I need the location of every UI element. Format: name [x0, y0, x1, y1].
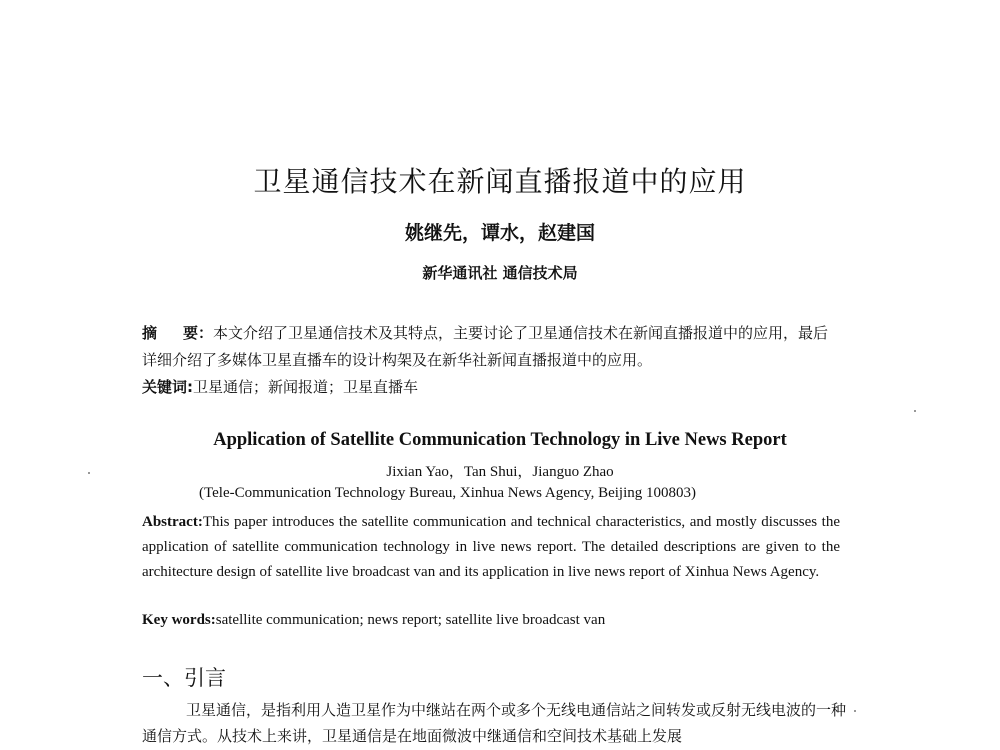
english-keywords [142, 609, 840, 631]
chinese-keywords-text: 卫星通信；新闻报道；卫星直播车 [193, 378, 419, 396]
english-title: Application of Satellite Communication Technology in Live News Report [213, 430, 787, 450]
english-abstract [142, 510, 840, 585]
chinese-title: 卫星通信技术在新闻直播报道中的应用 [253, 165, 747, 198]
chinese-abstract-label-1: 摘 [142, 324, 158, 342]
chinese-abstract [142, 320, 842, 374]
chinese-abstract-text: 本文介绍了卫星通信技术及其特点，主要讨论了卫星通信技术在新闻直播报道中的应用，最后详细介绍了多媒体卫星直播车的设计构架及在新华社新闻直播报道中的应用。 [142, 324, 829, 369]
chinese-keywords-label: 关键词: [142, 378, 193, 396]
english-authors: Jixian Yao，Tan Shui，Jianguo Zhao [386, 464, 614, 480]
scan-speck [88, 472, 90, 474]
english-abstract-label: Abstract: [142, 514, 203, 530]
section-heading-introduction: 一、引言 [142, 666, 226, 690]
chinese-authors: 姚继先，谭水，赵建国 [404, 222, 595, 244]
english-keywords-text: satellite communication; news report; satellite live broadcast van [215, 612, 606, 628]
body-paragraph: 卫星通信，是指利用人造卫星作为中继站在两个或多个无线电通信站之间转发或反射无线电波的一种通信方式。从技术上来讲，卫星通信是在地面微波中继通信和空间技术基础上发展 [142, 701, 847, 745]
chinese-abstract-label-2: 要： [183, 324, 214, 342]
english-keywords-label: Key words: [142, 612, 216, 628]
scan-speck [914, 410, 916, 412]
scan-speck [854, 710, 856, 712]
english-affiliation: (Tele-Communication Technology Bureau, Xinhua News Agency, Beijing 100803) [199, 485, 696, 501]
chinese-keywords [142, 376, 842, 398]
english-abstract-text: This paper introduces the satellite communication and technical characteristics, and mostly discusses the application of satellite communication technology in live news report. The detailed descriptions are given to the architecture design of satellite live broadcast van and its application in live news report of Xinhua News Agency. [142, 514, 840, 580]
chinese-affiliation: 新华通讯社 通信技术局 [422, 264, 578, 282]
